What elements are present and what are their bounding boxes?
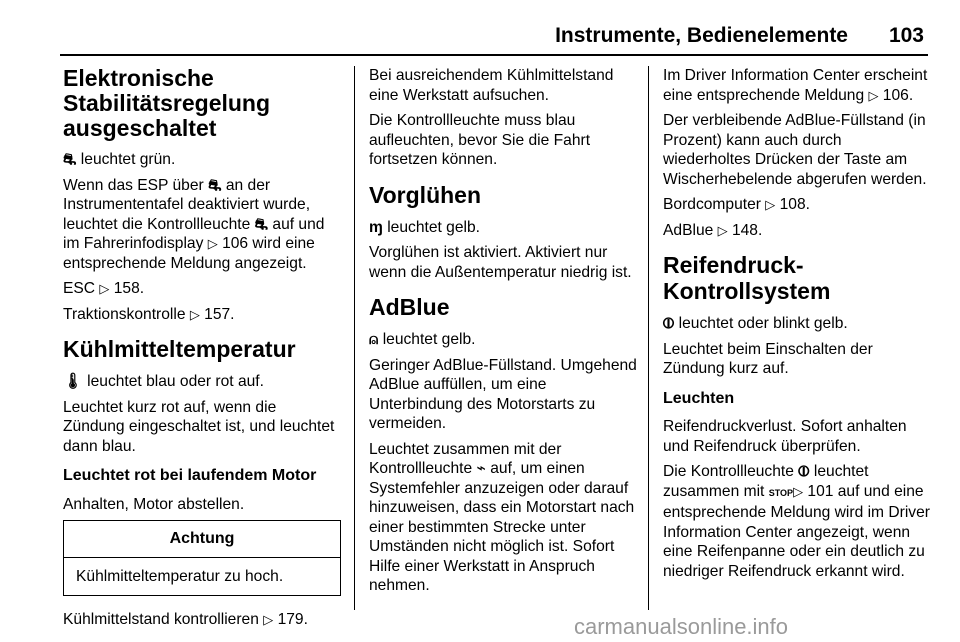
esp-off-icon: ⛐ (208, 176, 222, 194)
paragraph: Leuchtet zusammen mit der Kontrollleuchte ⌁ auf, um einen Systemfehler anzuzeigen oder darauf hinzuweisen, dass ein Motorstart nach einer bestimmten Strecke unter Umständen nicht möglich ist. Sofort Hilfe einer Werkstatt in Anspruch nehmen. (369, 440, 635, 594)
header-rule (60, 54, 928, 56)
glow-plug-icon: ɱ (369, 218, 383, 236)
esp-off-icon: ⛐ (63, 151, 77, 168)
page-ref-arrow-icon: ▷ (189, 306, 200, 322)
heading-coolant: Kühlmitteltemperatur (63, 336, 296, 362)
paragraph: Im Driver Information Center erscheint eine entsprechende Meldung ▷ 106. (663, 67, 928, 104)
paragraph: Wenn das ESP über ⛐ an der Instrumententafel deaktiviert wurde, leuchtet die Kontrollleuchte ⛐ auf und im Fahrerinfodisplay ▷ 106 wird eine entsprechende Meldung angezeigt. (63, 176, 325, 272)
paragraph: ɱ leuchtet gelb. (369, 218, 480, 236)
paragraph: Reifendruckverlust. Sofort anhalten und Reifendruck überprüfen. (663, 418, 907, 455)
warning-text: Kühlmitteltemperatur zu hoch. (76, 567, 284, 585)
page-ref-arrow-icon: ▷ (765, 197, 776, 212)
paragraph: ⛐ leuchtet grün. (63, 151, 176, 168)
reference-link[interactable]: Kühlmittelstand kontrollieren ▷ 179. (63, 611, 308, 628)
adblue-icon: ⍝ (369, 331, 379, 348)
tire-pressure-icon: ⦶ (663, 315, 675, 332)
heading-esp-off: Elektronische Stabilitätsregelung ausgeschaltet (63, 65, 271, 141)
page-ref-arrow-icon: ▷ (868, 87, 879, 103)
paragraph: Anhalten, Motor abstellen. (63, 495, 245, 513)
paragraph: Vorglühen ist aktiviert. Aktiviert nur wenn die Außentemperatur niedrig ist. (369, 244, 632, 281)
page-ref-arrow-icon: ▷ (207, 236, 218, 251)
paragraph: ⦶ leuchtet oder blinkt gelb. (663, 315, 848, 332)
paragraph: 🌡 leuchtet blau oder rot auf. (63, 373, 264, 390)
page-ref-arrow-icon: ▷ (263, 612, 274, 627)
column-1 (63, 66, 341, 636)
tire-pressure-icon: ⦶ (798, 463, 810, 480)
paragraph: Leuchtet kurz rot auf, wenn die Zündung eingeschaltet ist, und leuchtet dann blau. (63, 398, 335, 455)
page-header (60, 24, 928, 58)
paragraph: Geringer AdBlue-Füllstand. Umgehend AdBlue auffüllen, um eine Unterbindung des Motorstarts zu vermeiden. (369, 356, 637, 432)
coolant-temp-icon: 🌡 (63, 373, 83, 390)
watermark: carmanualsonline.info (574, 614, 789, 639)
page-ref-arrow-icon: ▷ (99, 281, 110, 296)
page-ref-arrow-icon: ▷ (793, 483, 804, 499)
warning-title: Achtung (64, 521, 340, 558)
paragraph: Die Kontrollleuchte ⦶ leuchtet zusammen mit STOP▷ 101 auf und eine entsprechende Meldung wird im Driver Information Center angezeigt, wenn eine Reifenpanne oder ein deutlich zu niedriger Reifendruck erkannt wird. (663, 463, 930, 580)
column-3 (663, 66, 931, 587)
paragraph: Der verbleibende AdBlue-Füllstand (in Prozent) kann auch durch wiederholtes Drücken der Taste am Wischerhebelende abgerufen werden. (663, 112, 927, 188)
reference-link[interactable]: Traktionskontrolle ▷ 157. (63, 305, 235, 323)
engine-service-icon: ⌁ (476, 460, 486, 477)
column-divider (648, 66, 649, 610)
column-divider (354, 66, 355, 610)
column-2 (369, 66, 637, 602)
reference-link[interactable]: ESC ▷ 158. (63, 280, 145, 297)
reference-link[interactable]: AdBlue ▷ 148. (663, 221, 763, 239)
paragraph: ⍝ leuchtet gelb. (369, 331, 476, 348)
page-number: 103 (888, 24, 924, 47)
heading-adblue: AdBlue (369, 294, 450, 320)
header-title: Instrumente, Bedienelemente (555, 24, 848, 47)
page-ref-arrow-icon: ▷ (717, 222, 728, 238)
subheading-on: Leuchten (663, 389, 735, 407)
subheading-red: Leuchtet rot bei laufendem Motor (63, 467, 317, 484)
paragraph: Leuchtet beim Einschalten der Zündung kurz auf. (663, 340, 873, 377)
heading-tire: Reifendruck-Kontrollsystem (663, 252, 831, 304)
warning-box (63, 520, 341, 596)
paragraph: Bei ausreichendem Kühlmittelstand eine Werkstatt aufsuchen. (369, 67, 614, 104)
heading-glow: Vorglühen (369, 181, 482, 208)
paragraph: Die Kontrollleuchte muss blau aufleuchten, bevor Sie die Fahrt fortsetzen können. (369, 112, 591, 168)
reference-link[interactable]: Bordcomputer ▷ 108. (663, 196, 810, 213)
stop-icon: STOP (768, 487, 794, 498)
esp-off-icon: ⛐ (254, 215, 269, 233)
